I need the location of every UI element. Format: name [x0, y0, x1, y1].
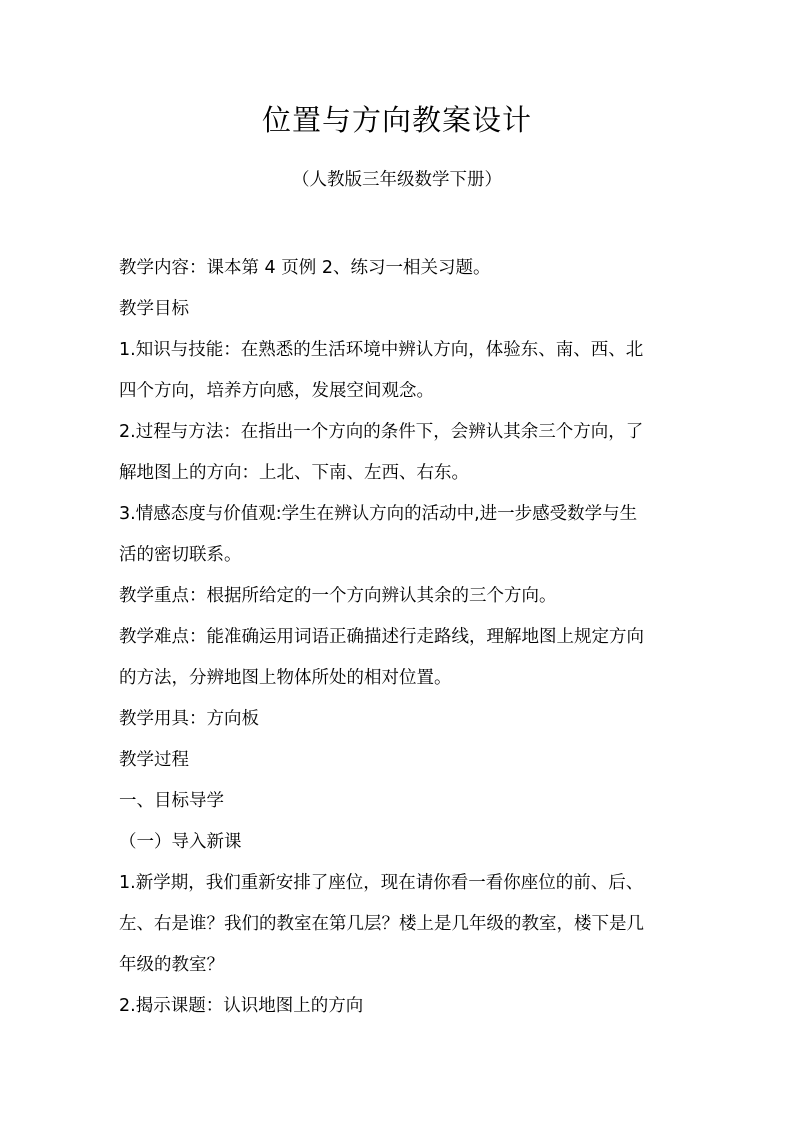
document-title: 位置与方向教案设计 — [261, 103, 532, 137]
process-methods-line-2: 解地图上的方向：上北、下南、左西、右东。 — [119, 463, 469, 483]
teaching-content-line: 教学内容：课本第 4 页例 2、练习一相关习题。 — [119, 258, 491, 278]
section-goal-guidance-heading: 一、目标导学 — [119, 791, 224, 811]
knowledge-skills-line-2: 四个方向，培养方向感，发展空间观念。 — [119, 381, 434, 401]
emotion-values-line-2: 活的密切联系。 — [119, 545, 242, 565]
teaching-key-points-line: 教学重点：根据所给定的一个方向辨认其余的三个方向。 — [119, 586, 557, 606]
teaching-goals-heading: 教学目标 — [119, 299, 189, 319]
teaching-tools-line: 教学用具：方向板 — [119, 709, 259, 729]
document-subtitle: （人教版三年级数学下册） — [292, 170, 502, 190]
emotion-values-line-1: 3.情感态度与价值观:学生在辨认方向的活动中,进一步感受数学与生 — [119, 504, 638, 524]
teaching-difficulties-line-1: 教学难点：能准确运用词语正确描述行走路线，理解地图上规定方向 — [119, 627, 644, 647]
intro-question-line-1: 1.新学期，我们重新安排了座位，现在请你看一看你座位的前、后、 — [119, 873, 644, 893]
subsection-intro-heading: （一）导入新课 — [119, 832, 242, 852]
intro-question-line-2: 左、右是谁？我们的教室在第几层？楼上是几年级的教室，楼下是几 — [119, 914, 644, 934]
teaching-process-heading: 教学过程 — [119, 750, 189, 770]
process-methods-line-1: 2.过程与方法：在指出一个方向的条件下，会辨认其余三个方向，了 — [119, 422, 644, 442]
document-body — [119, 248, 689, 1027]
reveal-topic-line: 2.揭示课题：认识地图上的方向 — [119, 996, 364, 1016]
intro-question-line-3: 年级的教室？ — [119, 955, 224, 975]
knowledge-skills-line-1: 1.知识与技能：在熟悉的生活环境中辨认方向，体验东、南、西、北 — [119, 340, 644, 360]
teaching-difficulties-line-2: 的方法，分辨地图上物体所处的相对位置。 — [119, 668, 452, 688]
